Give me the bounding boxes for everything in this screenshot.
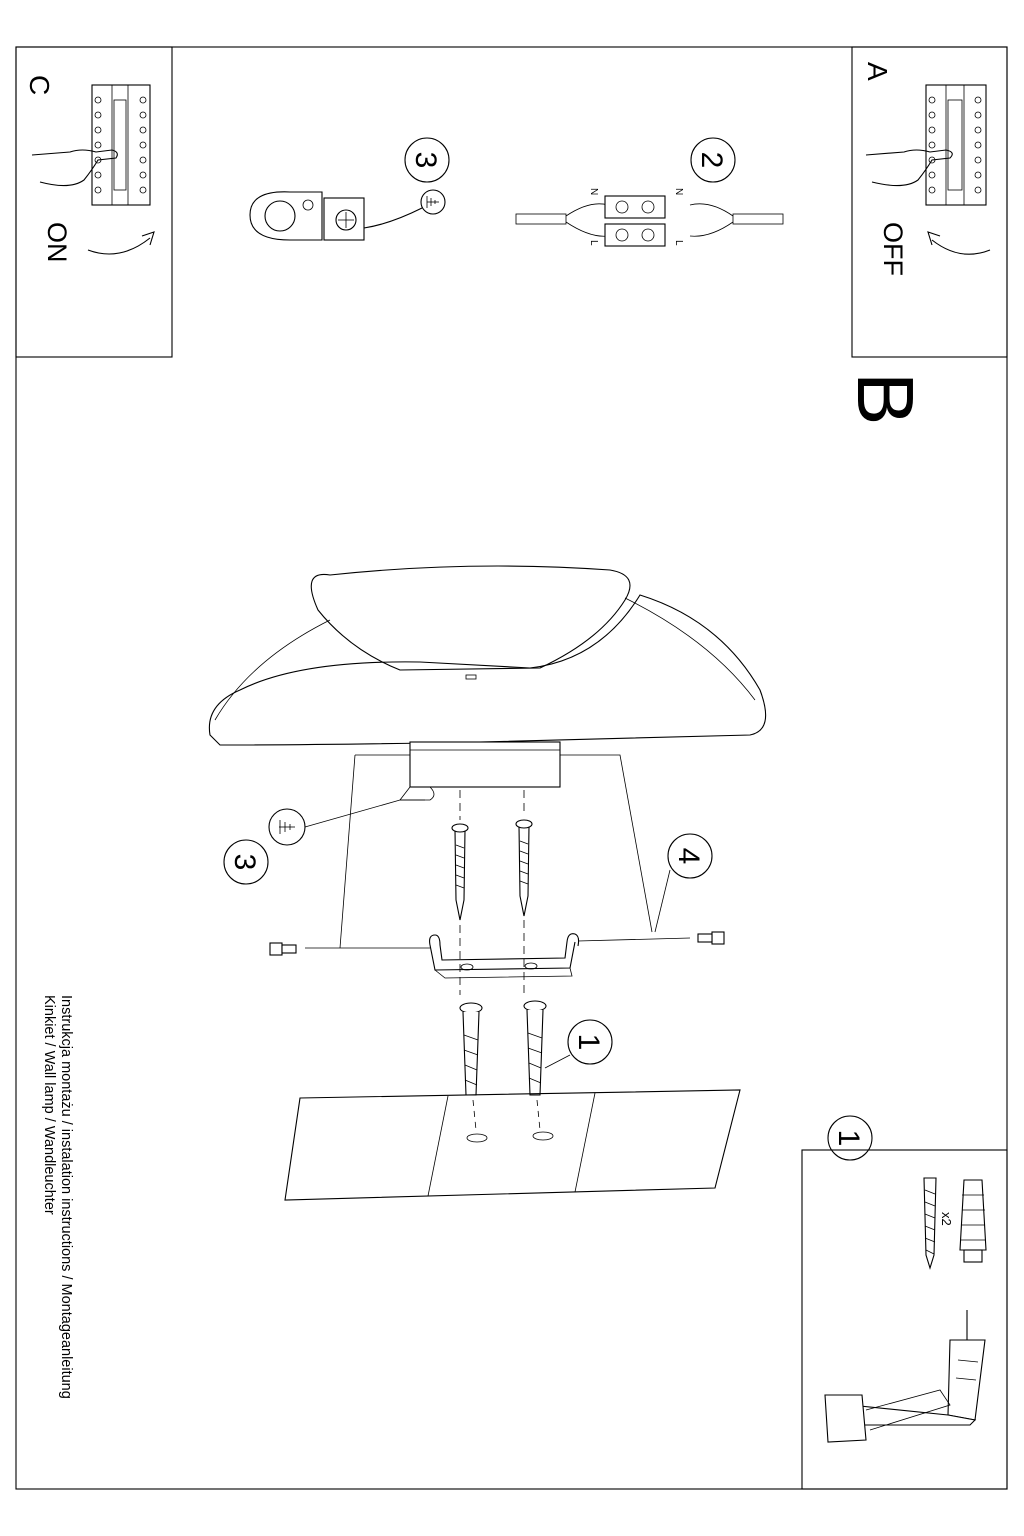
wire-label-l-left: L (588, 240, 599, 246)
panel-c-letter: C (24, 75, 55, 96)
breaker-icon (926, 85, 986, 205)
step-2-number: 2 (695, 151, 728, 169)
wire-label-n-right: N (673, 188, 684, 196)
panel-a-state: OFF (878, 222, 908, 276)
step-3-main-number: 3 (228, 853, 261, 871)
ground-icon (279, 820, 295, 834)
mounting-box (410, 742, 560, 787)
panel-b-letter: B (841, 372, 930, 426)
wall-plug-right (524, 1001, 546, 1095)
kit-panel (825, 1116, 986, 1442)
wire-label-n-left: N (588, 188, 599, 196)
wire-label-l-right: L (673, 240, 684, 246)
wall-lamp-assembly (209, 566, 765, 1200)
ground-icon (427, 196, 439, 208)
side-screw-left (270, 943, 296, 955)
step-2-wiring-detail (516, 138, 783, 246)
side-screw-right (698, 932, 724, 944)
step-1-kit-number: 1 (832, 1129, 865, 1147)
step-3-ground-detail (250, 138, 449, 240)
panel-a-letter: A (862, 62, 893, 81)
breaker-icon (92, 85, 150, 205)
step-3-top-number: 3 (409, 151, 442, 169)
long-screw-right (516, 790, 532, 995)
caption-line-1: Instrukcja montażu / instalation instructions / Montageanleitung (58, 995, 74, 1399)
kit-quantity: x2 (939, 1212, 954, 1226)
kit-screw-icon (924, 1178, 936, 1268)
drill-icon (825, 1310, 985, 1442)
panel-c-state: ON (42, 222, 72, 263)
kit-plug-icon (960, 1180, 986, 1262)
step-1-main-number: 1 (572, 1033, 605, 1051)
panel-a (862, 62, 990, 276)
lamp-shade (209, 566, 765, 745)
instructions-caption (38, 995, 74, 1465)
caption-line-2: Kinkiet / Wall lamp / Wandleuchter (41, 995, 57, 1215)
arrow-icon (88, 238, 150, 254)
wall (285, 1090, 740, 1200)
panel-c (24, 75, 154, 263)
wall-plug-left (460, 1003, 482, 1095)
mounting-bracket (430, 934, 579, 978)
step-4-number: 4 (672, 847, 705, 865)
arrow-icon (932, 240, 990, 254)
